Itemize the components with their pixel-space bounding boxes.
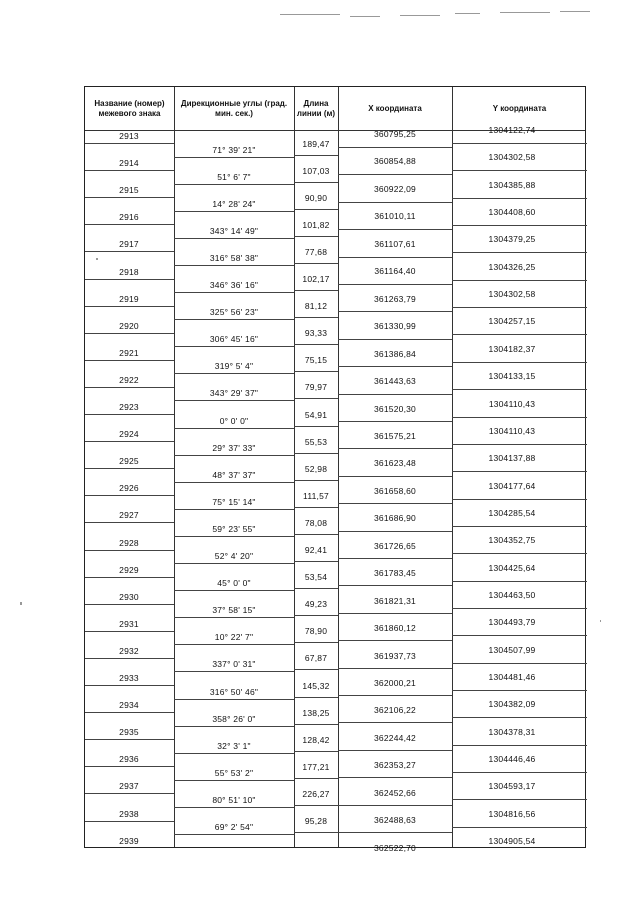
header-directional-angles: Дирекционные углы (град. мин. сек.) [180, 98, 288, 118]
directional-angle: 29° 37' 33" [212, 442, 256, 453]
row-divider [338, 585, 452, 586]
directional-angle: 358° 26' 0" [212, 713, 256, 724]
point-name: 2931 [119, 618, 139, 629]
row-divider [174, 590, 294, 591]
row-divider [452, 280, 587, 281]
row-divider [174, 482, 294, 483]
row-divider [174, 726, 294, 727]
point-name: 2930 [119, 591, 139, 602]
x-coordinate: 361443,63 [374, 376, 416, 387]
row-divider [452, 389, 587, 390]
row-divider [294, 507, 338, 508]
row-divider [452, 608, 587, 609]
row-divider [294, 724, 338, 725]
y-coordinate: 1304133,15 [488, 371, 536, 382]
row-divider [85, 604, 174, 605]
point-name: 2936 [119, 754, 139, 765]
row-divider [294, 236, 338, 237]
row-divider [338, 147, 452, 148]
row-divider [174, 265, 294, 266]
row-divider [85, 306, 174, 307]
line-length: 77,68 [304, 246, 328, 257]
row-divider [338, 832, 452, 833]
row-divider [452, 198, 587, 199]
row-divider [174, 834, 294, 835]
line-length: 101,82 [302, 219, 330, 230]
directional-angle: 316° 50' 46" [209, 686, 259, 697]
row-divider [452, 663, 587, 664]
row-divider [294, 778, 338, 779]
y-coordinate: 1304905,54 [488, 836, 536, 847]
directional-angle: 346° 36' 16" [209, 280, 259, 291]
line-length: 177,21 [302, 761, 330, 772]
row-divider [294, 832, 338, 833]
y-coordinate: 1304257,15 [488, 316, 536, 327]
line-length: 53,54 [304, 572, 328, 583]
point-name: 2933 [119, 673, 139, 683]
y-coordinate: 1304137,88 [488, 453, 536, 464]
point-name: 2929 [119, 564, 139, 575]
line-length: 107,03 [302, 165, 330, 176]
row-divider [452, 143, 587, 144]
row-divider [294, 371, 338, 372]
x-coordinate: 362522,70 [374, 842, 416, 853]
row-divider [85, 766, 174, 767]
row-divider [294, 209, 338, 210]
header-y-coordinate: Y координата [492, 103, 547, 113]
x-coordinate: 361821,31 [374, 595, 416, 606]
y-coordinate: 1304385,88 [488, 179, 536, 190]
directional-angle: 69° 2' 54" [214, 822, 254, 833]
x-coordinate: 361330,99 [374, 321, 416, 332]
row-divider [294, 155, 338, 156]
row-divider [452, 745, 587, 746]
point-name: 2914 [119, 158, 139, 169]
y-coordinate: 1304493,79 [488, 617, 536, 628]
directional-angle: 343° 14' 49" [209, 225, 259, 236]
row-divider [338, 339, 452, 340]
row-divider [85, 468, 174, 469]
y-coordinate: 1304285,54 [488, 507, 536, 518]
row-divider [294, 290, 338, 291]
row-divider [338, 448, 452, 449]
row-divider [85, 739, 174, 740]
row-divider [452, 799, 587, 800]
row-divider [174, 184, 294, 185]
row-divider [338, 174, 452, 175]
row-divider [452, 471, 587, 472]
row-divider [338, 695, 452, 696]
row-divider [294, 453, 338, 454]
row-divider [174, 373, 294, 374]
line-length: 138,25 [302, 707, 330, 718]
row-divider [174, 536, 294, 537]
row-divider [338, 640, 452, 641]
line-length: 189,47 [302, 138, 330, 149]
row-divider [174, 780, 294, 781]
row-divider [294, 697, 338, 698]
row-divider [338, 476, 452, 477]
point-name: 2916 [119, 212, 139, 223]
row-divider [174, 238, 294, 239]
row-divider [294, 642, 338, 643]
x-coordinate: 362488,63 [374, 815, 416, 826]
row-divider [174, 617, 294, 618]
row-divider [174, 292, 294, 293]
x-coordinate: 360795,25 [374, 129, 416, 139]
line-length: 79,97 [304, 382, 328, 393]
row-divider [338, 202, 452, 203]
point-name: 2939 [119, 835, 139, 846]
row-divider [452, 307, 587, 308]
line-length: 92,41 [304, 545, 328, 556]
row-divider [174, 807, 294, 808]
point-name: 2934 [119, 700, 139, 711]
directional-angle: 48° 37' 37" [212, 469, 256, 480]
directional-angle: 14° 28' 24" [212, 198, 256, 209]
line-length: 55,53 [304, 436, 328, 447]
point-name: 2919 [119, 293, 139, 304]
row-divider [452, 362, 587, 363]
row-divider [85, 333, 174, 334]
directional-angle: 319° 5' 4" [214, 361, 254, 372]
x-coordinate: 360922,09 [374, 183, 416, 194]
y-coordinate: 1304182,37 [488, 343, 536, 354]
y-coordinate: 1304382,09 [488, 699, 536, 710]
point-name: 2921 [119, 347, 139, 358]
line-length: 52,98 [304, 463, 328, 474]
row-divider [174, 753, 294, 754]
row-divider [85, 577, 174, 578]
row-divider [338, 805, 452, 806]
line-length: 78,08 [304, 517, 328, 528]
x-coordinate: 361658,60 [374, 485, 416, 496]
row-divider [294, 669, 338, 670]
row-divider [294, 398, 338, 399]
line-length: 95,28 [304, 816, 328, 827]
row-divider [338, 311, 452, 312]
line-length: 93,33 [304, 328, 328, 339]
directional-angle: 51° 6' 7" [217, 171, 251, 182]
x-coordinate: 362353,27 [374, 760, 416, 771]
line-length: 226,27 [302, 788, 330, 799]
x-coordinate: 361386,84 [374, 348, 416, 359]
row-divider [294, 263, 338, 264]
row-divider [294, 561, 338, 562]
row-divider [174, 346, 294, 347]
row-divider [452, 499, 587, 500]
y-coordinate: 1304352,75 [488, 535, 536, 546]
row-divider [338, 722, 452, 723]
row-divider [85, 279, 174, 280]
row-divider [452, 252, 587, 253]
row-divider [338, 668, 452, 669]
x-coordinate: 361107,61 [374, 238, 416, 249]
row-divider [452, 417, 587, 418]
y-coordinate: 1304110,43 [488, 425, 536, 436]
x-coordinate: 362106,22 [374, 705, 416, 716]
row-divider [85, 224, 174, 225]
directional-angle: 75° 15' 14" [212, 496, 256, 507]
x-coordinate: 361520,30 [374, 403, 416, 414]
x-coordinate: 361010,11 [374, 211, 416, 222]
line-length: 54,91 [304, 409, 328, 420]
line-length: 75,15 [304, 355, 328, 366]
y-coordinate: 1304481,46 [488, 672, 536, 682]
row-divider [174, 211, 294, 212]
row-divider [85, 251, 174, 252]
row-divider [452, 717, 587, 718]
point-name: 2923 [119, 402, 139, 412]
row-divider [85, 821, 174, 822]
row-divider [174, 699, 294, 700]
x-coordinate: 361937,73 [374, 650, 416, 661]
row-divider [85, 712, 174, 713]
row-divider [452, 225, 587, 226]
y-coordinate: 1304408,60 [488, 207, 536, 218]
row-divider [85, 197, 174, 198]
directional-angle: 59° 23' 55" [212, 523, 256, 534]
row-divider [85, 495, 174, 496]
row-divider [294, 588, 338, 589]
point-name: 2937 [119, 781, 139, 792]
coordinates-table [84, 86, 586, 853]
row-divider [294, 751, 338, 752]
row-divider [338, 613, 452, 614]
row-divider [338, 229, 452, 230]
point-name: 2925 [119, 456, 139, 467]
x-coordinate: 361164,40 [374, 266, 416, 277]
header-line-length: Длина линии (м) [296, 98, 336, 118]
row-divider [174, 563, 294, 564]
row-divider [85, 631, 174, 632]
row-divider [174, 509, 294, 510]
line-length: 49,23 [304, 599, 328, 610]
y-coordinate: 1304507,99 [488, 644, 536, 655]
directional-angle: 45° 0' 0" [217, 578, 251, 589]
x-coordinate: 360854,88 [374, 156, 416, 167]
point-name: 2935 [119, 727, 139, 738]
x-coordinate: 361783,45 [374, 568, 416, 579]
point-name: 2927 [119, 510, 139, 521]
y-coordinate: 1304302,58 [488, 289, 536, 300]
row-divider [452, 553, 587, 554]
y-coordinate: 1304379,25 [488, 234, 536, 245]
row-divider [85, 658, 174, 659]
directional-angle: 32° 3' 1" [217, 740, 251, 751]
point-name: 2915 [119, 185, 139, 196]
directional-angle: 316° 58' 38" [209, 252, 259, 263]
column-divider [452, 87, 453, 847]
y-coordinate: 1304177,64 [488, 480, 536, 491]
line-length: 67,87 [304, 653, 328, 664]
row-divider [85, 387, 174, 388]
line-length: 111,57 [303, 490, 329, 501]
row-divider [338, 558, 452, 559]
directional-angle: 80° 51' 10" [212, 794, 256, 805]
row-divider [85, 550, 174, 551]
point-name: 2926 [119, 483, 139, 494]
directional-angle: 325° 56' 23" [209, 307, 259, 318]
directional-angle: 55° 53' 2" [214, 767, 254, 778]
row-divider [174, 400, 294, 401]
row-divider [174, 157, 294, 158]
directional-angle: 71° 39' 21" [212, 144, 256, 155]
y-coordinate: 1304302,58 [488, 152, 536, 163]
y-coordinate: 1304463,50 [488, 589, 536, 600]
directional-angle: 37° 58' 15" [212, 605, 256, 616]
x-coordinate: 362452,66 [374, 787, 416, 798]
point-name: 2913 [119, 131, 139, 141]
row-divider [85, 360, 174, 361]
line-length: 128,42 [302, 734, 330, 745]
header-point-name: Название (номер) межевого знака [94, 98, 165, 118]
row-divider [452, 635, 587, 636]
row-divider [294, 317, 338, 318]
y-coordinate: 1304378,31 [488, 726, 536, 737]
point-name: 2918 [119, 266, 139, 277]
row-divider [452, 772, 587, 773]
row-divider [338, 394, 452, 395]
row-divider [174, 455, 294, 456]
row-divider [452, 170, 587, 171]
row-divider [338, 531, 452, 532]
point-name: 2922 [119, 374, 139, 385]
row-divider [452, 526, 587, 527]
y-coordinate: 1304446,46 [488, 754, 536, 765]
row-divider [85, 170, 174, 171]
point-name: 2924 [119, 429, 139, 440]
y-coordinate: 1304110,43 [488, 398, 536, 409]
point-name: 2917 [119, 239, 139, 250]
x-coordinate: 361623,48 [374, 458, 416, 469]
directional-angle: 343° 29' 37" [209, 388, 259, 399]
directional-angle: 0° 0' 0" [219, 415, 249, 426]
directional-angle: 337° 0' 31" [212, 659, 256, 670]
line-length: 78,90 [304, 626, 328, 637]
row-divider [174, 671, 294, 672]
row-divider [174, 428, 294, 429]
row-divider [85, 522, 174, 523]
x-coordinate: 361860,12 [374, 623, 416, 634]
x-coordinate: 361726,65 [374, 540, 416, 551]
x-coordinate: 361263,79 [374, 293, 416, 304]
row-divider [338, 503, 452, 504]
row-divider [174, 644, 294, 645]
point-name: 2920 [119, 320, 139, 331]
y-coordinate: 1304816,56 [488, 808, 536, 819]
column-divider [174, 87, 175, 847]
row-divider [452, 334, 587, 335]
row-divider [294, 805, 338, 806]
row-divider [85, 143, 174, 144]
x-coordinate: 362000,21 [374, 678, 416, 688]
row-divider [294, 182, 338, 183]
x-coordinate: 362244,42 [374, 732, 416, 743]
line-length: 81,12 [304, 301, 328, 312]
row-divider [294, 480, 338, 481]
row-divider [174, 319, 294, 320]
row-divider [452, 690, 587, 691]
row-divider [294, 426, 338, 427]
point-name: 2932 [119, 645, 139, 656]
x-coordinate: 361686,90 [374, 513, 416, 524]
x-coordinate: 361575,21 [374, 430, 416, 441]
row-divider [85, 685, 174, 686]
row-divider [452, 827, 587, 828]
point-name: 2938 [119, 808, 139, 819]
row-divider [452, 444, 587, 445]
point-name: 2928 [119, 537, 139, 548]
row-divider [85, 441, 174, 442]
line-length: 145,32 [302, 680, 330, 691]
directional-angle: 306° 45' 16" [209, 334, 259, 345]
y-coordinate: 1304122,74 [488, 125, 536, 135]
row-divider [338, 366, 452, 367]
header-x-coordinate: X координата [368, 103, 422, 113]
line-length: 90,90 [304, 192, 328, 203]
row-divider [294, 344, 338, 345]
y-coordinate: 1304326,25 [488, 261, 536, 272]
row-divider [294, 615, 338, 616]
row-divider [294, 534, 338, 535]
line-length: 102,17 [302, 274, 330, 285]
y-coordinate: 1304593,17 [488, 781, 536, 792]
directional-angle: 10° 22' 7" [214, 632, 254, 643]
row-divider [338, 284, 452, 285]
y-coordinate: 1304425,64 [488, 562, 536, 573]
row-divider [85, 793, 174, 794]
row-divider [452, 581, 587, 582]
row-divider [85, 414, 174, 415]
directional-angle: 52° 4' 20" [214, 551, 254, 562]
row-divider [338, 750, 452, 751]
row-divider [338, 421, 452, 422]
row-divider [338, 777, 452, 778]
row-divider [338, 257, 452, 258]
